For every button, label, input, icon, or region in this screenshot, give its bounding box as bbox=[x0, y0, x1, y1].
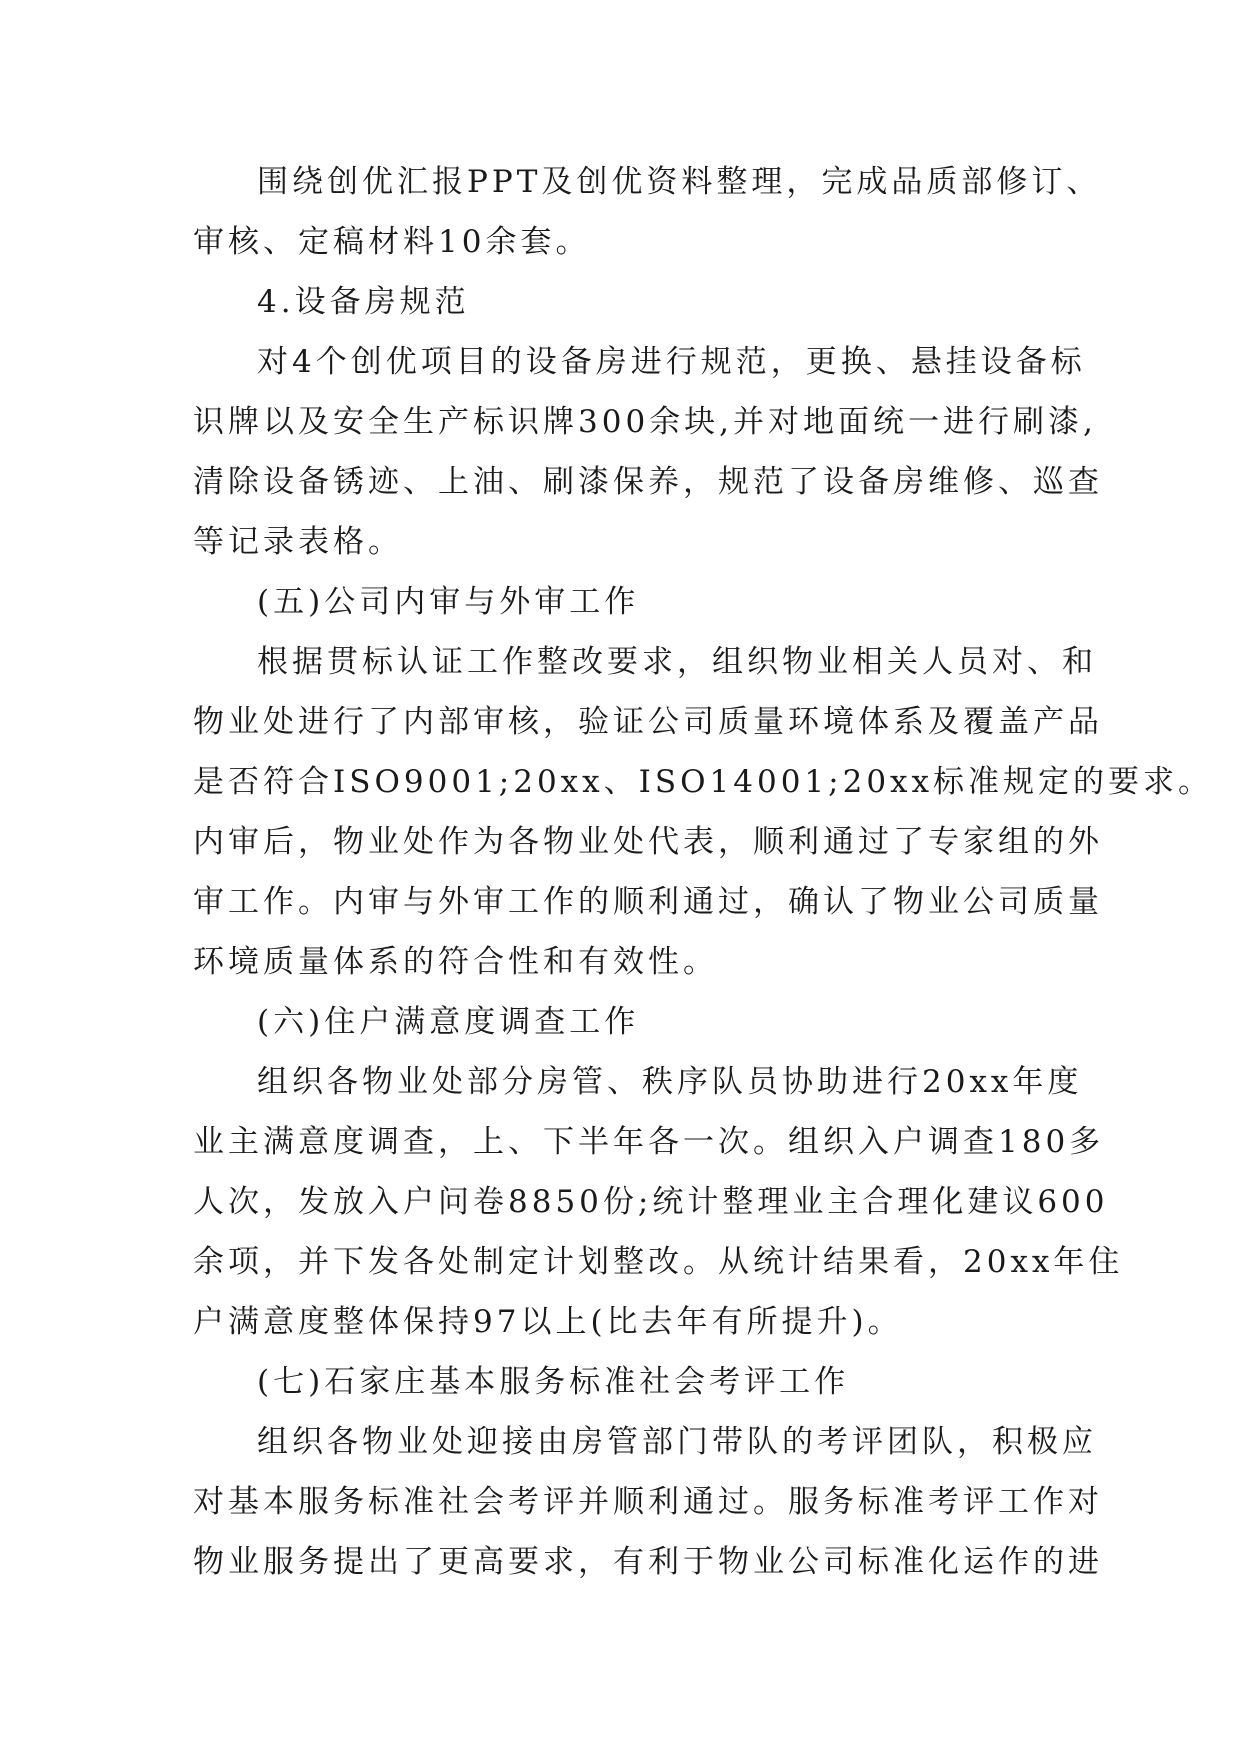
text-line: 组织各物业处部分房管、秩序队员协助进行20xx年度 bbox=[257, 1064, 1083, 1100]
text-line: 清除设备锈迹、上油、刷漆保养，规范了设备房维修、巡查 bbox=[193, 464, 1103, 500]
text-line: 业主满意度调查，上、下半年各一次。组织入户调查180多 bbox=[193, 1124, 1105, 1160]
document-body bbox=[193, 152, 1214, 1592]
text-line: 识牌以及安全生产标识牌300余块,并对地面统一进行刷漆, bbox=[193, 404, 1097, 440]
text-line: 环境质量体系的符合性和有效性。 bbox=[193, 944, 718, 980]
text-line: (六)住户满意度调查工作 bbox=[257, 1004, 640, 1040]
text-line: 户满意度整体保持97以上(比去年有所提升)。 bbox=[193, 1304, 903, 1340]
text-line: 内审后，物业处作为各物业处代表，顺利通过了专家组的外 bbox=[193, 824, 1103, 860]
text-line: 审核、定稿材料10余套。 bbox=[193, 224, 591, 260]
text-line: (五)公司内审与外审工作 bbox=[257, 584, 640, 620]
text-line: 对基本服务标准社会考评并顺利通过。服务标准考评工作对 bbox=[193, 1484, 1103, 1520]
text-line: 物业处进行了内部审核，验证公司质量环境体系及覆盖产品 bbox=[193, 704, 1103, 740]
text-line: 是否符合ISO9001;20xx、ISO14001;20xx标准规定的要求。 bbox=[193, 764, 1214, 800]
text-line: 对4个创优项目的设备房进行规范，更换、悬挂设备标 bbox=[257, 344, 1086, 380]
text-line: 组织各物业处迎接由房管部门带队的考评团队，积极应 bbox=[257, 1424, 1097, 1460]
text-line: 审工作。内审与外审工作的顺利通过，确认了物业公司质量 bbox=[193, 884, 1103, 920]
text-line: 人次，发放入户问卷8850份;统计整理业主合理化建议600 bbox=[193, 1184, 1109, 1220]
text-line: 4.设备房规范 bbox=[257, 284, 470, 320]
text-line: 余项，并下发各处制定计划整改。从统计结果看，20xx年住 bbox=[193, 1244, 1124, 1280]
text-line: 根据贯标认证工作整改要求，组织物业相关人员对、和 bbox=[257, 644, 1097, 680]
text-line: 等记录表格。 bbox=[193, 524, 403, 560]
text-line: 围绕创优汇报PPT及创优资料整理，完成品质部修订、 bbox=[257, 164, 1102, 200]
text-line: (七)石家庄基本服务标准社会考评工作 bbox=[257, 1364, 850, 1400]
text-line: 物业服务提出了更高要求，有利于物业公司标准化运作的进 bbox=[193, 1544, 1103, 1580]
